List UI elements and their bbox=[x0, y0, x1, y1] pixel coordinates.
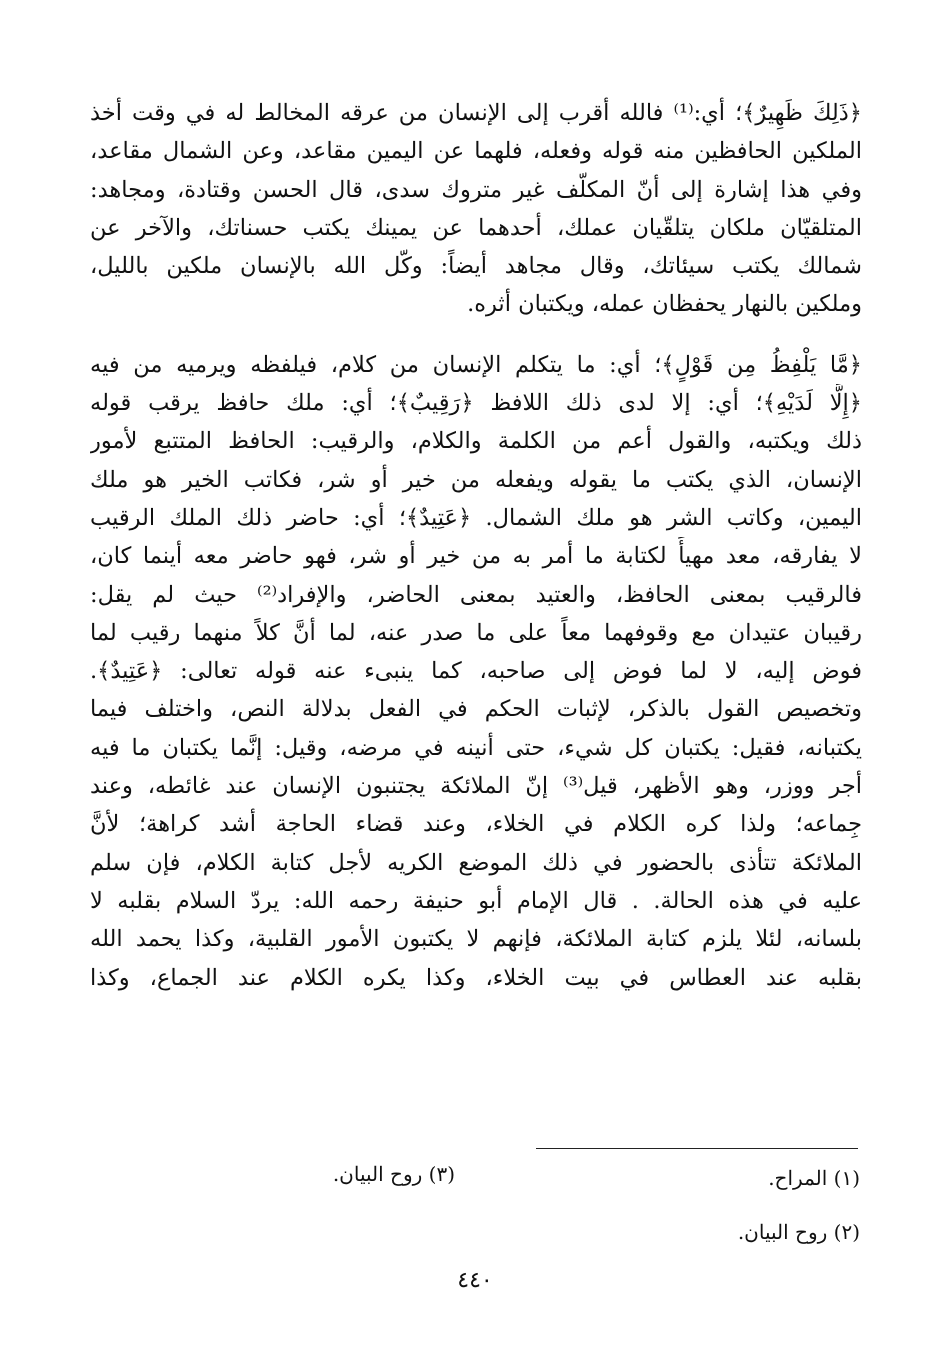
text-line: فوض إليه، لا لما فوض إلى صاحبه، كما ينبىء عنه قوله تعالى: ﴿عَتِيدٌ﴾. bbox=[90, 658, 862, 685]
footnote-1: (١) المراح. bbox=[768, 1166, 860, 1190]
main-text bbox=[90, 94, 862, 997]
text-line: الملكين الحافظين منه قوله وفعله، فلهما عن اليمين مقاعد، وعن الشمال مقاعد، bbox=[90, 138, 862, 165]
footnote-3: (٣) روح البيان. bbox=[332, 1162, 455, 1186]
text-line: عليه في هذه الحالة. . قال الإمام أبو حنيفة رحمه الله: يردّ السلام بقلبه لا bbox=[90, 887, 862, 914]
text-line: أجر ووزر، وهو الأظهر، قيل⁽³⁾ إنّ الملائكة يجتنبون الإنسان عند غائطه، وعند bbox=[90, 773, 862, 800]
text-line: وملكين بالنهار يحفظان عمله، ويكتبان أثره. bbox=[467, 291, 862, 318]
footnote-divider bbox=[536, 1148, 858, 1149]
text-line: لا يفارقه، معد مهيأً لكتابة ما أمر به من خير أو شر، فهو حاضر معه أينما كان، bbox=[90, 543, 862, 570]
text-line: الملائكة تتأذى بالحضور في ذلك الموضع الكريه لأجل كتابة الكلام، فإن سلم bbox=[90, 849, 862, 876]
page-number: ٤٤٠ bbox=[457, 1268, 493, 1293]
text-line: بلسانه، لئلا يلزم كتابة الملائكة، فإنهم لا يكتبون الأمور القلبية، وكذا يحمد الله bbox=[90, 926, 862, 953]
footnote-2: (٢) روح البيان. bbox=[737, 1220, 860, 1244]
paragraph-1 bbox=[90, 94, 862, 324]
text-line: شمالك يكتب سيئاتك، وقال مجاهد أيضاً: وكّل الله بالإنسان ملكين بالليل، bbox=[90, 253, 862, 280]
text-line: ﴿مَّا يَلْفِظُ مِن قَوْلٍ﴾؛ أي: ما يتكلم الإنسان من كلام، فيلفظه ويرميه من فيه bbox=[90, 351, 862, 378]
text-line: الإنسان، الذي يكتب ما يقوله ويفعله من خير أو شر، فكاتب الخير هو ملك bbox=[90, 466, 862, 493]
text-line: جِماعه؛ ولذا كره الكلام في الخلاء، وعند قضاء الحاجة أشد كراهة؛ لأنَّ bbox=[90, 811, 862, 838]
text-line: ﴿إِلَّا لَدَيْهِ﴾؛ أي: إلا لدى ذلك اللافظ ﴿رَقِيبٌ﴾؛ أي: ملك حافظ يرقب قوله bbox=[90, 390, 862, 417]
text-line: ذلك ويكتبه، والقول أعم من الكلمة والكلام، والرقيب: الحافظ المتتبع لأمور bbox=[90, 428, 862, 455]
text-line: اليمين، وكاتب الشر هو ملك الشمال. ﴿عَتِيدٌ﴾؛ أي: حاضر ذلك الملك الرقيب bbox=[90, 504, 862, 531]
text-line: ﴿ذَلِكَ ظَهِيرٌ﴾؛ أي:⁽¹⁾ فالله أقرب إلى الإنسان من عرقه المخالط له في وقت أخذ bbox=[90, 100, 862, 126]
paragraph-gap bbox=[90, 324, 862, 346]
text-line: وتخصيص القول بالذكر، لإثبات الحكم في الفعل بدلالة النص، واختلف فيما bbox=[90, 696, 862, 723]
text-line: المتلقيّان ملكان يتلقّيان عملك، أحدهما عن يمينك يكتب حسناتك، والآخر عن bbox=[90, 214, 862, 241]
text-line: يكتبانه، فقيل: يكتبان كل شيء، حتى أنينه في مرضه، وقيل: إنَّما يكتبان ما فيه bbox=[90, 734, 862, 761]
text-line: وفي هذا إشارة إلى أنّ المكلّف غير متروك سدى، قال الحسن وقتادة، ومجاهد: bbox=[90, 176, 862, 203]
text-line: بقلبه عند العطاس في بيت الخلاء، وكذا يكره الكلام عند الجماع، وكذا bbox=[90, 964, 862, 991]
paragraph-2 bbox=[90, 346, 862, 997]
text-line: فالرقيب بمعنى الحافظ، والعتيد بمعنى الحاضر، والإفراد⁽²⁾ حيث لم يقل: bbox=[90, 581, 862, 608]
text-line: رقيبان عتيدان مع وقوفهما معاً على ما صدر عنه، لما أنَّ كلاً منهما رقيب لما bbox=[90, 619, 862, 646]
